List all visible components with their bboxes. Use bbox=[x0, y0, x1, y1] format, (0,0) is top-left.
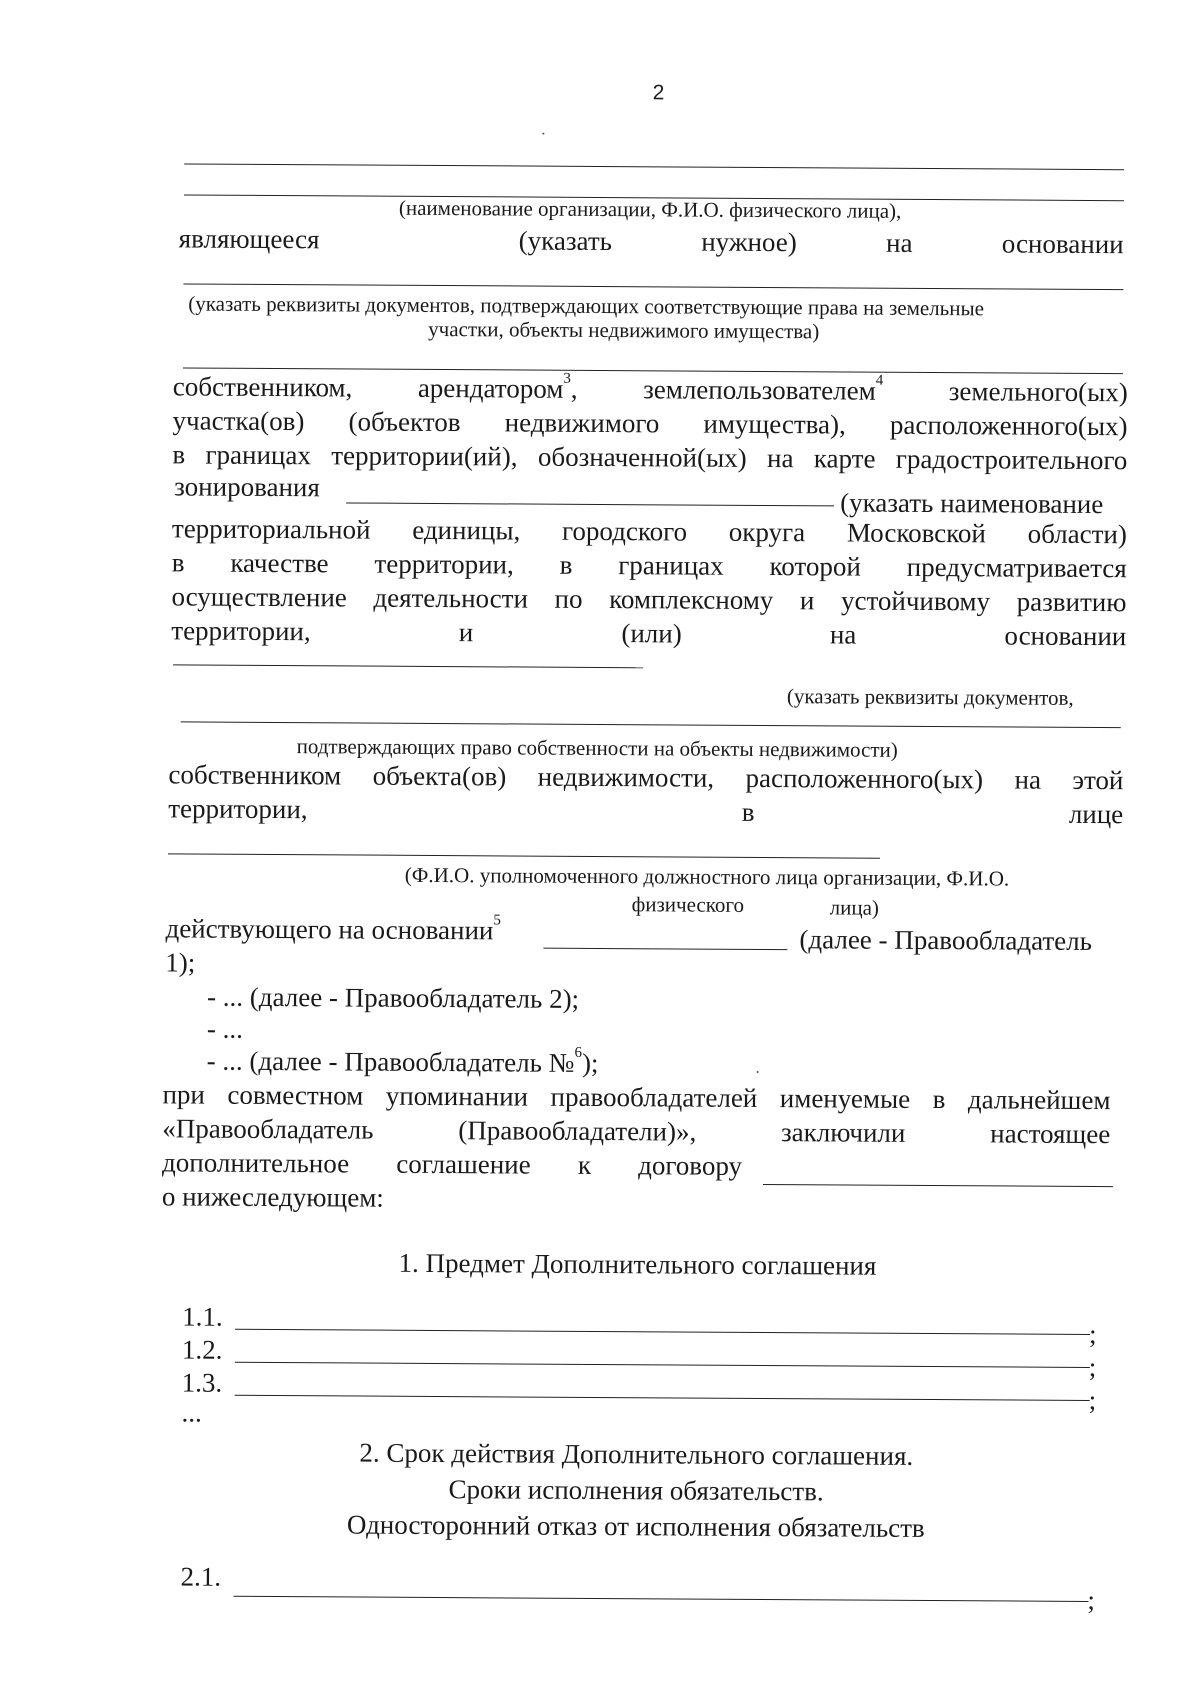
word: объекта(ов) bbox=[372, 760, 507, 792]
word: обозначенной(ых) bbox=[537, 441, 747, 473]
para1-line4-end: (указать наименование bbox=[840, 487, 1104, 520]
item-1-1-semicolon: ; bbox=[1088, 1318, 1097, 1350]
word: единицы, bbox=[412, 514, 521, 546]
word: совместном bbox=[227, 1079, 364, 1111]
word: территории, bbox=[168, 793, 308, 825]
word: (объектов bbox=[348, 406, 461, 438]
word: предусматривается bbox=[906, 551, 1127, 584]
word: при bbox=[162, 1079, 205, 1110]
item-1-2-number: 1.2. bbox=[181, 1334, 223, 1365]
fill-line-zoning bbox=[346, 502, 834, 506]
word: соглашение bbox=[396, 1148, 531, 1180]
para1-line1 bbox=[172, 370, 1128, 408]
word: комплексному bbox=[609, 584, 774, 616]
scan-speck bbox=[542, 133, 544, 135]
item-2-1-line bbox=[233, 1596, 1088, 1602]
word: которой bbox=[769, 551, 861, 582]
caption-organization: (наименование организации, Ф.И.О. физического лица), bbox=[398, 195, 902, 223]
footnote-ref: 4 bbox=[875, 372, 884, 389]
para3-line1-start bbox=[165, 912, 502, 946]
para2-line1 bbox=[168, 761, 1123, 794]
word: в bbox=[932, 1084, 946, 1115]
para1-line2 bbox=[173, 407, 1128, 440]
para3-line1-end: (далее - Правообладатель bbox=[799, 924, 1093, 957]
para2-line2 bbox=[168, 795, 1123, 828]
item-2-1-semicolon: ; bbox=[1087, 1584, 1096, 1616]
item-1-3-number: 1.3. bbox=[181, 1367, 223, 1398]
caption-docs-3: (указать реквизиты документов, bbox=[786, 684, 1074, 710]
para1-line3 bbox=[172, 441, 1127, 474]
para4-line1 bbox=[162, 1081, 1110, 1114]
text: - ... (далее - Правообладатель № bbox=[206, 1045, 575, 1078]
word: территории, bbox=[374, 548, 514, 580]
word: настоящее bbox=[990, 1118, 1111, 1150]
text: ); bbox=[581, 1047, 599, 1078]
footnote-ref: 6 bbox=[574, 1044, 583, 1061]
section-2-title-3: Односторонний отказ от исполнения обязательств bbox=[346, 1509, 925, 1543]
word-tenant bbox=[417, 370, 578, 404]
word: карте bbox=[813, 443, 876, 474]
word: округа bbox=[728, 516, 806, 548]
section-2-title-1: 2. Срок действия Дополнительного соглашения. bbox=[359, 1437, 914, 1471]
para1-line4-start: зонирования bbox=[174, 471, 320, 503]
fill-line-ownership bbox=[181, 721, 1121, 728]
word: территории, bbox=[171, 615, 311, 647]
word: границах bbox=[205, 439, 312, 471]
word: «Правообладатель bbox=[162, 1113, 374, 1145]
word: к bbox=[577, 1149, 592, 1180]
word: (Правообладатели)», bbox=[458, 1115, 697, 1147]
word: устойчивому bbox=[840, 585, 991, 617]
word: градостроительного bbox=[895, 443, 1128, 476]
para1-line5 bbox=[172, 515, 1127, 548]
fill-line-authority bbox=[543, 948, 787, 950]
scan-speck bbox=[757, 1071, 759, 1073]
word: городского bbox=[561, 515, 688, 547]
item-1-2-semicolon: ; bbox=[1088, 1351, 1097, 1383]
para1-line7 bbox=[171, 583, 1126, 616]
caption-person-1: (Ф.И.О. уполномоченного должностного лица организации, Ф.И.О. bbox=[404, 862, 1010, 891]
caption-person-2b: лица) bbox=[829, 895, 880, 920]
word: расположенного(ых) bbox=[889, 409, 1128, 442]
section-2-title-2: Сроки исполнения обязательств. bbox=[448, 1474, 824, 1507]
word: землепользователем bbox=[643, 374, 876, 406]
word: упоминании bbox=[385, 1080, 529, 1112]
word: в bbox=[172, 439, 186, 470]
word: качестве bbox=[230, 547, 329, 579]
holder-dots-item: - ... bbox=[206, 1013, 243, 1044]
word: недвижимого bbox=[504, 407, 660, 439]
item-1-3-semicolon: ; bbox=[1088, 1384, 1097, 1416]
para4-line3 bbox=[162, 1149, 742, 1180]
word: развитию bbox=[1016, 586, 1127, 618]
word: на bbox=[766, 443, 794, 474]
page-number: 2 bbox=[652, 81, 665, 105]
word: в bbox=[741, 796, 755, 827]
caption-person-2a: физического bbox=[631, 892, 745, 917]
word: территориальной bbox=[171, 513, 371, 545]
fill-line-basis bbox=[173, 664, 643, 668]
footnote-ref: 3 bbox=[563, 370, 571, 387]
word: и bbox=[799, 585, 815, 616]
word: собственником bbox=[168, 759, 342, 791]
text: действующего на основании bbox=[165, 913, 494, 946]
word: основании bbox=[1001, 228, 1124, 260]
word: и bbox=[458, 617, 474, 648]
word: (указать bbox=[518, 225, 613, 257]
word: на bbox=[829, 619, 857, 650]
item-1-2-line bbox=[235, 1362, 1090, 1368]
item-2-1-number: 2.1. bbox=[180, 1561, 222, 1592]
word: в bbox=[559, 549, 573, 580]
word: заключили bbox=[780, 1117, 906, 1148]
item-1-1-number: 1.1. bbox=[182, 1301, 223, 1332]
word: недвижимости, bbox=[537, 761, 715, 793]
word: (или) bbox=[621, 618, 682, 649]
holder-2-item: - ... (далее - Правообладатель 2); bbox=[207, 981, 580, 1014]
caption-docs-1: (указать реквизиты документов, подтверждающих соответствующие права на земельные bbox=[188, 291, 985, 321]
fill-line-org-1 bbox=[184, 163, 1124, 170]
word: на bbox=[885, 227, 913, 258]
word: договору bbox=[638, 1150, 743, 1181]
para1-line6 bbox=[172, 549, 1127, 582]
word: области) bbox=[1027, 518, 1127, 550]
word: лице bbox=[1068, 798, 1124, 830]
word: дополнительное bbox=[161, 1147, 350, 1179]
item-1-3-line bbox=[235, 1395, 1090, 1401]
word: арендатором bbox=[417, 372, 564, 404]
word: дальнейшем bbox=[967, 1084, 1111, 1116]
word-user bbox=[643, 372, 884, 406]
para4-line2 bbox=[162, 1115, 1110, 1148]
fill-line-contract bbox=[763, 1184, 1113, 1187]
word: расположенного(ых) bbox=[745, 762, 984, 795]
word: являющееся bbox=[178, 223, 320, 255]
word: территории(ий), bbox=[331, 440, 518, 472]
row-basis bbox=[179, 225, 1124, 258]
fill-line-docs bbox=[183, 283, 1123, 290]
holder-n-item bbox=[206, 1044, 599, 1078]
caption-docs-4: подтверждающих право собственности на объекты недвижимости) bbox=[296, 734, 898, 762]
ellipsis: ... bbox=[181, 1397, 202, 1428]
footnote-ref: 5 bbox=[493, 912, 502, 929]
word: собственником, bbox=[172, 371, 353, 403]
word: нужное) bbox=[701, 226, 797, 258]
word: земельного(ых) bbox=[948, 376, 1128, 408]
para3-line2: 1); bbox=[165, 947, 196, 978]
comma: , bbox=[570, 373, 578, 404]
section-1-title: 1. Предмет Дополнительного соглашения bbox=[398, 1247, 877, 1281]
para1-line8 bbox=[171, 617, 1126, 650]
caption-docs-2: участки, объекты недвижимого имущества) bbox=[428, 316, 820, 344]
fill-line-representative bbox=[168, 853, 880, 858]
word: в bbox=[171, 547, 185, 578]
word: границах bbox=[618, 550, 724, 581]
word: Московской bbox=[846, 517, 986, 549]
word: основании bbox=[1004, 620, 1127, 652]
word: этой bbox=[1072, 764, 1124, 796]
word: правообладателей bbox=[550, 1081, 758, 1113]
word: по bbox=[554, 583, 583, 614]
word: имущества), bbox=[703, 408, 846, 440]
word: осуществление bbox=[171, 581, 347, 613]
word: на bbox=[1014, 764, 1042, 795]
word: деятельности bbox=[373, 582, 529, 614]
word: участка(ов) bbox=[172, 405, 305, 437]
para4-line4: о нижеследующем: bbox=[161, 1181, 384, 1213]
word: именуемые bbox=[779, 1083, 911, 1114]
item-1-1-line bbox=[235, 1329, 1090, 1335]
